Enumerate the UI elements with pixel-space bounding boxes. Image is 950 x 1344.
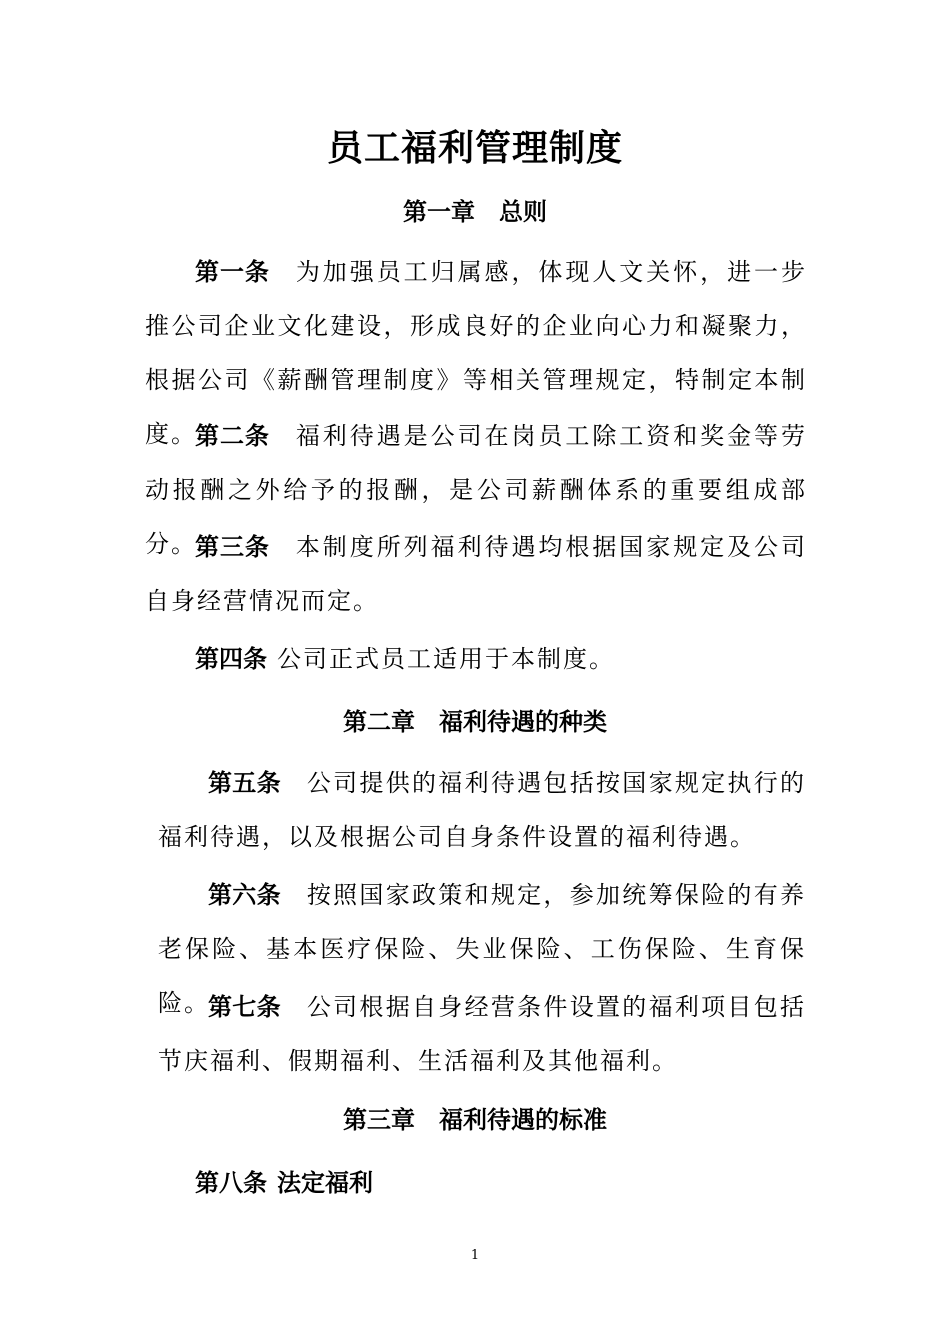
article-label: 第八条 [195, 1169, 267, 1197]
chapter-name: 总则 [499, 198, 547, 226]
article-label: 第四条 [195, 645, 267, 673]
article-text: 本制度所列福利待遇均根据国家规定及公司自身经营情况而定。 [145, 533, 808, 615]
article-label: 第三条 [195, 533, 270, 561]
page-number: 1 [470, 1248, 480, 1263]
chapter-heading-3 [0, 1102, 950, 1138]
article-3 [145, 520, 807, 628]
article-label: 第一条 [195, 258, 270, 286]
article-text: 为加强员工归属感，体现人文关怀，进一步推公司企业文化建设，形成良好的企业向心力和凝聚力，根据公司《薪酬管理制度》等相关管理规定，特制定本制度。 [145, 258, 808, 448]
chapter-label: 第一章 [403, 198, 475, 226]
chapter-heading-2 [0, 704, 950, 740]
chapter-label: 第三章 [343, 1106, 415, 1134]
article-label: 第七条 [208, 993, 281, 1021]
article-label: 第六条 [208, 881, 281, 909]
article-5 [158, 756, 806, 864]
document-title: 员工福利管理制度 [326, 127, 623, 169]
article-text: 法定福利 [277, 1169, 373, 1197]
article-4 [145, 632, 807, 686]
article-text: 福利待遇是公司在岗员工除工资和奖金等劳动报酬之外给予的报酬，是公司薪酬体系的重要组成部分。 [145, 422, 808, 558]
article-label: 第五条 [208, 769, 281, 797]
article-text: 公司提供的福利待遇包括按国家规定执行的福利待遇，以及根据公司自身条件设置的福利待遇。 [158, 769, 807, 851]
article-7 [158, 980, 806, 1088]
article-text: 公司正式员工适用于本制度。 [277, 645, 615, 673]
chapter-heading-1 [0, 194, 950, 230]
chapter-name: 福利待遇的种类 [439, 708, 607, 736]
article-text: 按照国家政策和规定，参加统筹保险的有养老保险、基本医疗保险、失业保险、工伤保险、生育保险。 [158, 881, 807, 1017]
chapter-name: 福利待遇的标准 [439, 1106, 607, 1134]
article-8 [145, 1156, 807, 1210]
article-text: 公司根据自身经营条件设置的福利项目包括节庆福利、假期福利、生活福利及其他福利。 [158, 993, 807, 1075]
article-label: 第二条 [195, 422, 270, 450]
chapter-label: 第二章 [343, 708, 415, 736]
